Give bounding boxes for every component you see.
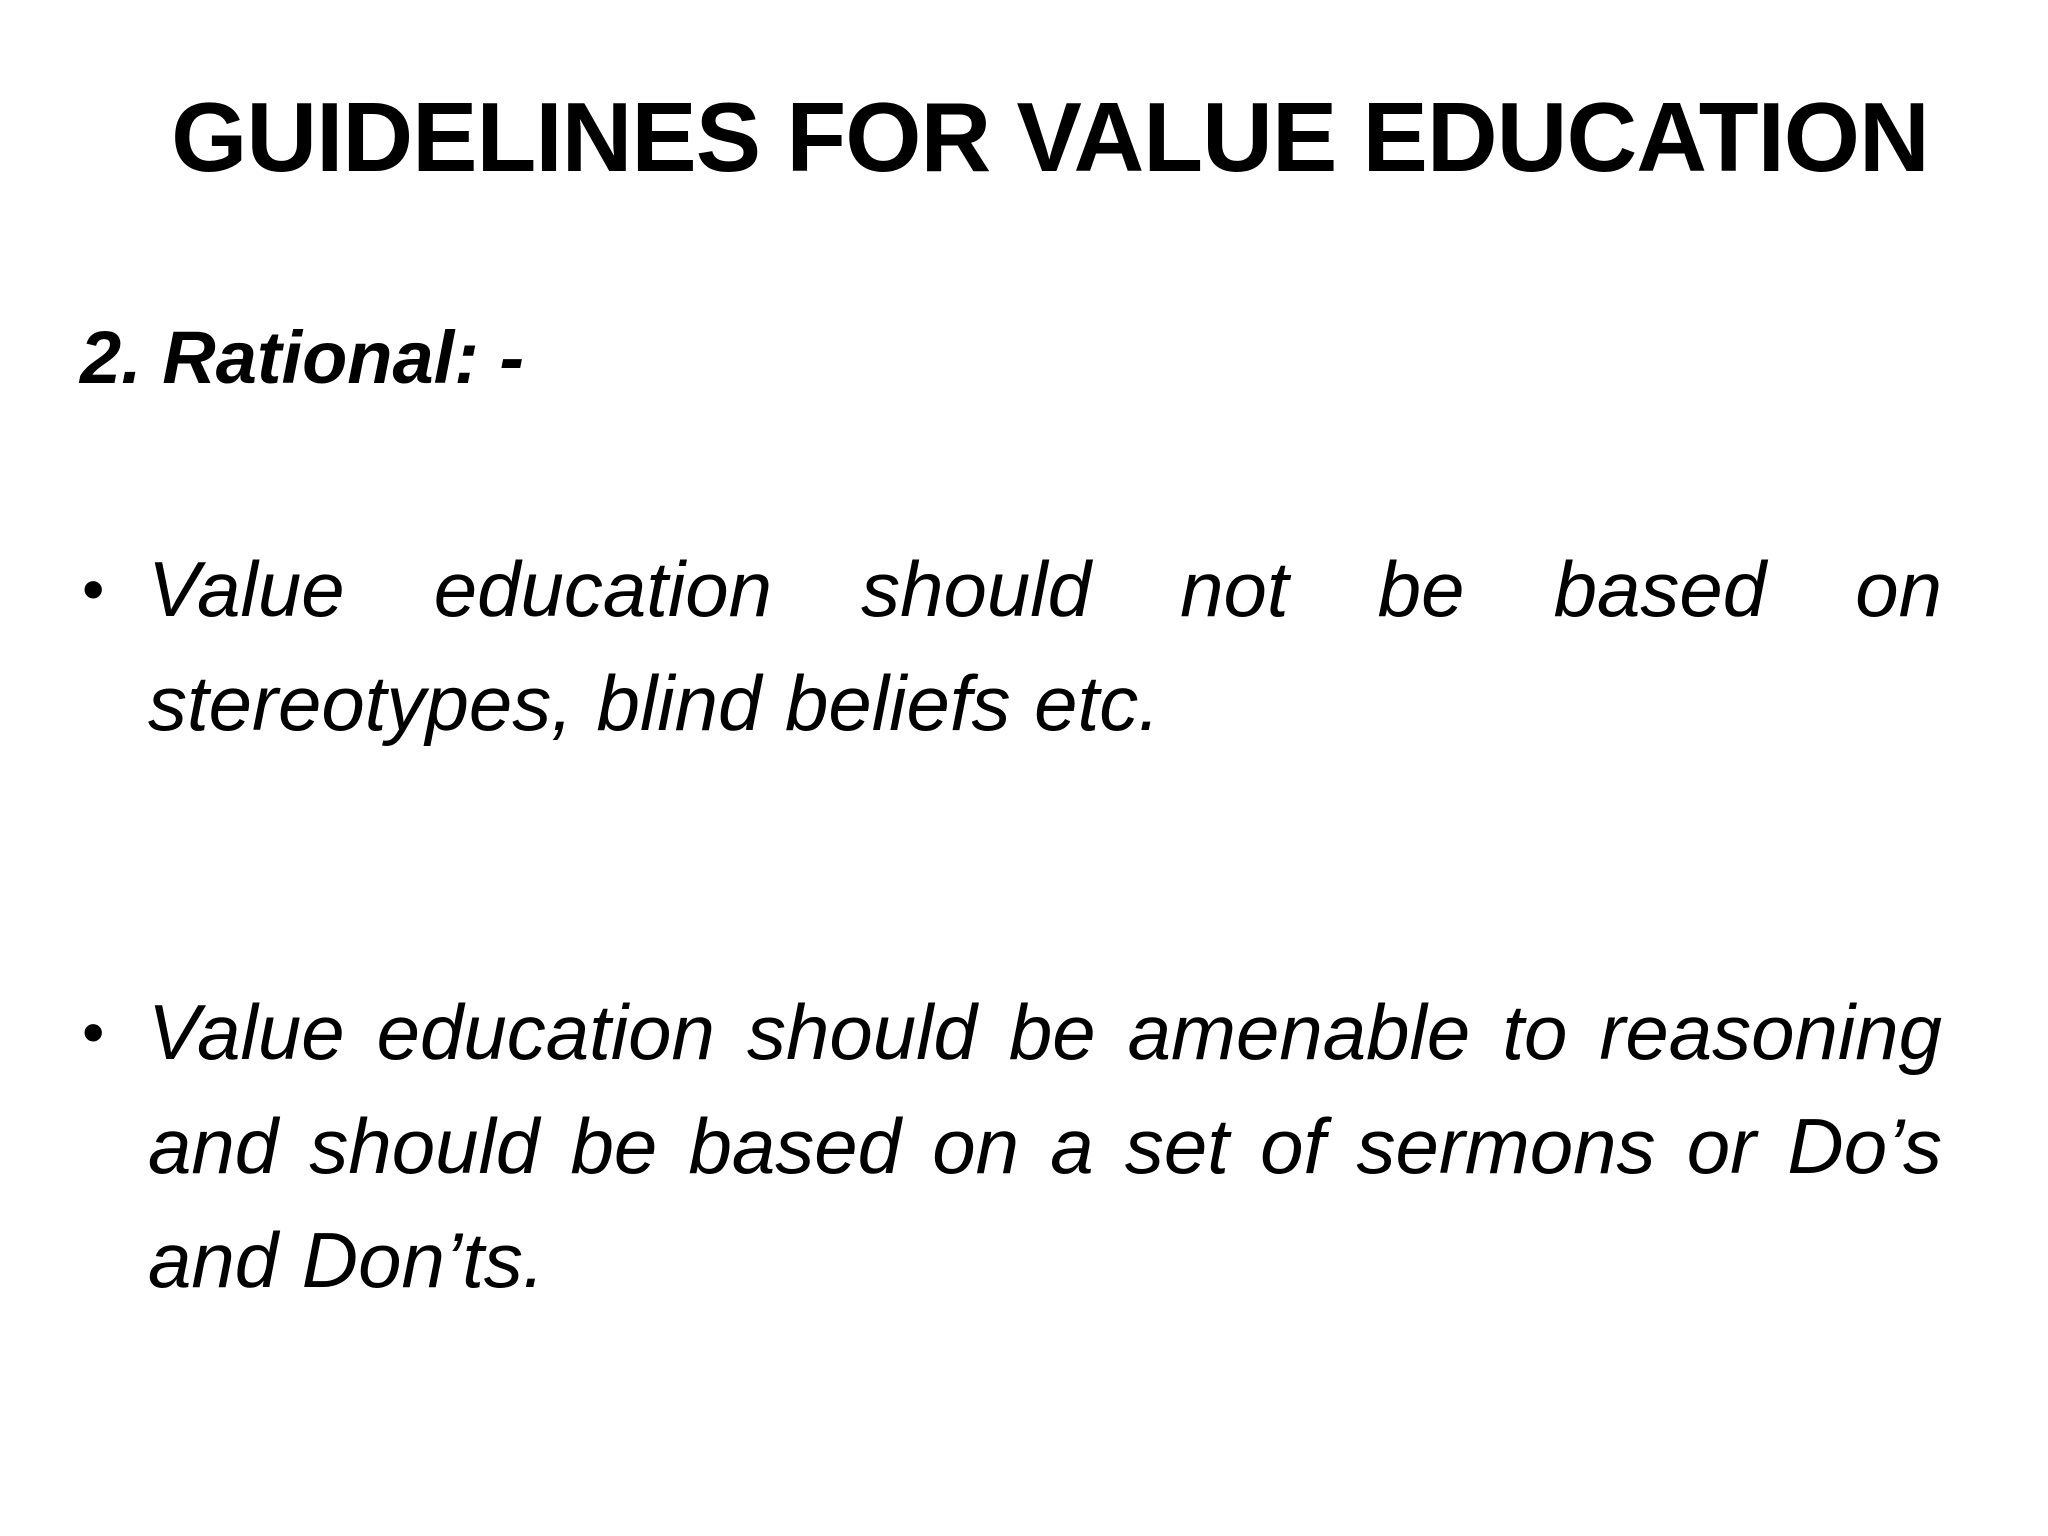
section-heading: 2. Rational: - xyxy=(80,316,525,399)
bullet-icon: • xyxy=(82,996,105,1068)
bullet-icon: • xyxy=(82,553,105,625)
bullet-item xyxy=(82,975,1942,1317)
bullet-item xyxy=(82,532,1942,760)
bullet-text: Value education should not be based on stereotypes, blind beliefs etc. xyxy=(148,545,1942,747)
slide-title: GUIDELINES FOR VALUE EDUCATION xyxy=(171,82,1929,192)
bullet-text: Value education should be amenable to reasoning and should be based on a set of sermons or Do’s and Don’ts. xyxy=(148,988,1942,1304)
